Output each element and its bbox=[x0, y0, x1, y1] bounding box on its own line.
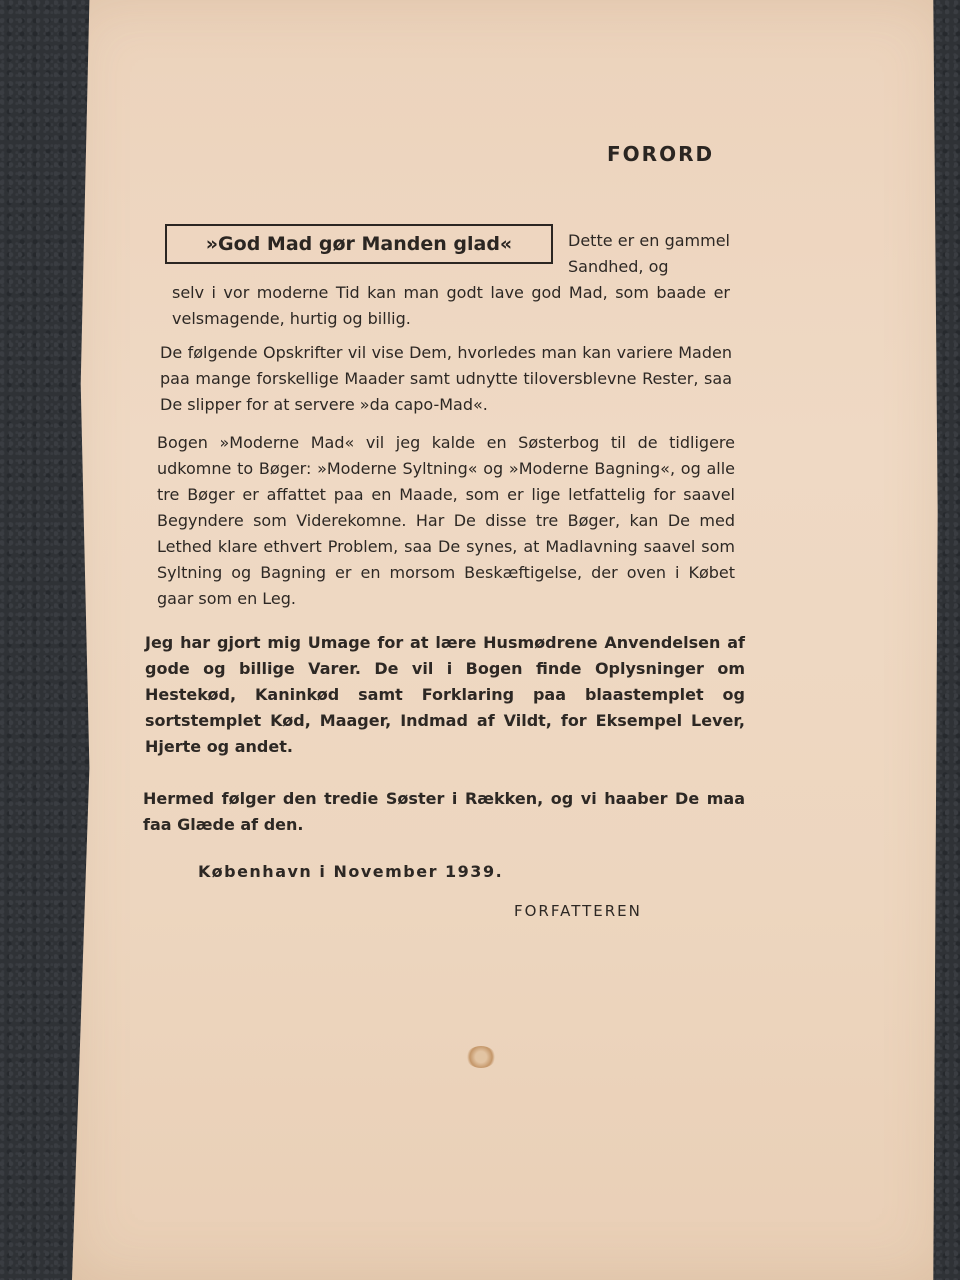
paragraph-cheap-goods: Jeg har gjort mig Umage for at lære Husmødrene Anvendelsen af gode og billige Varer. De vil i Bogen finde Oplysninger om Hestekød, Kaninkød samt Forklaring paa blaastemplet og sortstemplet Kød, Maager, Indmad af Vildt, for Eksempel Lever, Hjerte og andet. bbox=[145, 633, 745, 756]
paragraph-sister-book: Bogen »Moderne Mad« vil jeg kalde en Søsterbog til de tidligere udkomne to Bøger: »Moderne Syltning« og »Moderne Bagning«, og alle tre Bøger er affattet paa en Maade, som er lige letfattelig for saavel Begyndere som Viderekomne. Har De disse tre Bøger, kan De med Lethed klare ethvert Problem, saa De synes, at Madlavning saavel som Syltning og Bagning er en morsom Beskæftigelse, der oven i Købet gaar som en Leg. bbox=[157, 433, 735, 608]
intro-paragraph-rest: selv i vor moderne Tid kan man godt lave god Mad, som baade er velsmagende, hurtig og billig. bbox=[172, 283, 730, 328]
page-title: FORORD bbox=[607, 142, 715, 166]
paragraph-closing: Hermed følger den tredie Søster i Rækken, og vi haaber De maa faa Glæde af den. bbox=[143, 789, 745, 834]
paper-stain bbox=[466, 1046, 496, 1068]
intro-paragraph-start: Dette er en gammel Sandhed, og bbox=[568, 231, 730, 276]
place-date: København i November 1939. bbox=[198, 862, 504, 881]
signature: FORFATTEREN bbox=[514, 902, 642, 920]
motto-box: »God Mad gør Manden glad« bbox=[165, 224, 553, 264]
paragraph-recipes: De følgende Opskrifter vil vise Dem, hvorledes man kan variere Maden paa mange forskellige Maader samt udnytte tiloversblevne Rester, saa De slipper for at servere »da capo-Mad«. bbox=[160, 343, 732, 414]
